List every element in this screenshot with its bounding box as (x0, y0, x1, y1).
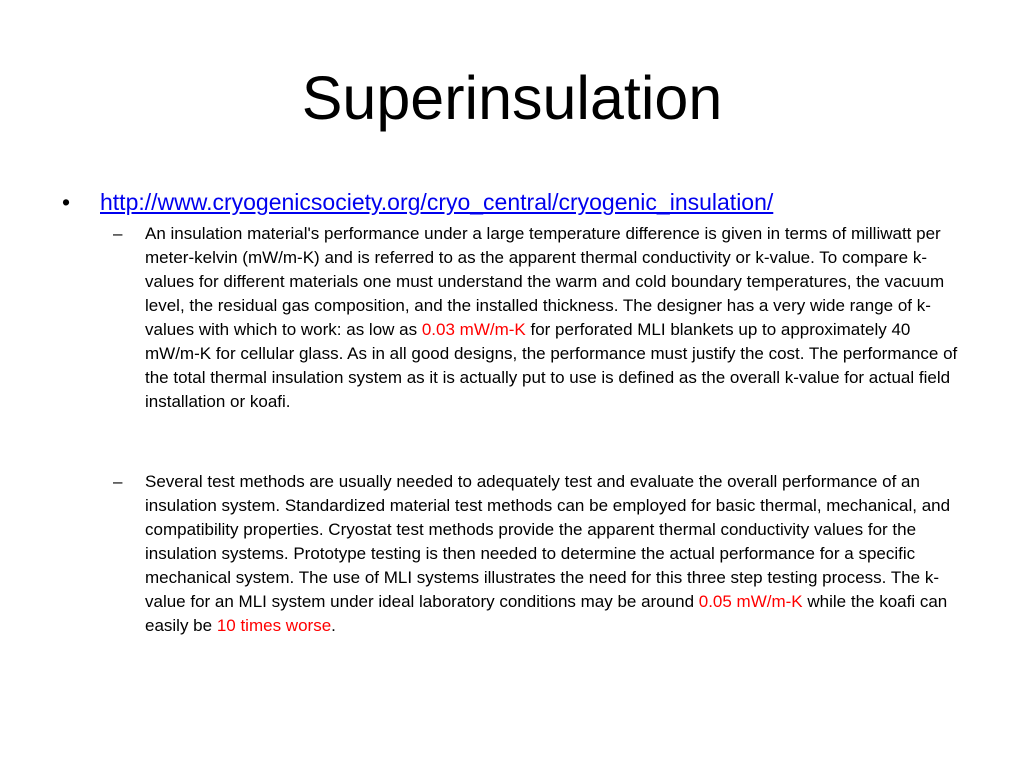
highlight-times-worse: 10 times worse (216, 616, 332, 635)
bullet-marker: • (62, 189, 71, 215)
cryogenic-society-link[interactable]: http://www.cryogenicsociety.org/cryo_central/cryogenic_insulation/ (100, 189, 774, 215)
subbullet-text-part: An insulation material's performance under a large temperature difference is given in terms of milliwatt per meter-kelvin (mW/m-K) and is referred to as the apparent thermal conductivity or k-value. To compare k-values for different materials one must understand the warm and cold boundary temperatures, the vacuum level, the residual gas composition, and the installed thickness. The designer has a very wide range of k-values with which to work: as low as (145, 224, 945, 339)
highlight-k-value-lab: 0.05 mW/m-K (698, 592, 803, 611)
subbullet-text-part: for perforated MLI blankets up to approximately 40 mW/m-K for cellular glass. As in all good designs, the performance must justify the cost. The performance of the total thermal insulation system as it is actually put to use is defined as the overall k-value for actual field installation or koafi. (145, 320, 958, 411)
subbullet-text-part: Several test methods are usually needed to adequately test and evaluate the overall performance of an insulation system. Standardized material test methods can be employed for basic thermal, mechanical, and compatibility properties. Cryostat test methods provide the apparent thermal conductivity values for the insulation systems. Prototype testing is then needed to determine the actual performance for a specific mechanical system. The use of MLI systems illustrates the need for this three step testing process. The k-value for an MLI system under ideal laboratory conditions may be around (145, 472, 951, 611)
subbullet-marker: – (113, 224, 123, 243)
subbullet-marker: – (113, 472, 123, 491)
subbullet-text (145, 470, 965, 638)
subbullet-text-part: . (331, 616, 336, 635)
subbullet-text-part: while the koafi can easily be (145, 592, 948, 635)
highlight-k-value-mli: 0.03 mW/m-K (421, 320, 526, 339)
subbullet-text (145, 222, 965, 414)
slide-title: Superinsulation (301, 64, 723, 132)
